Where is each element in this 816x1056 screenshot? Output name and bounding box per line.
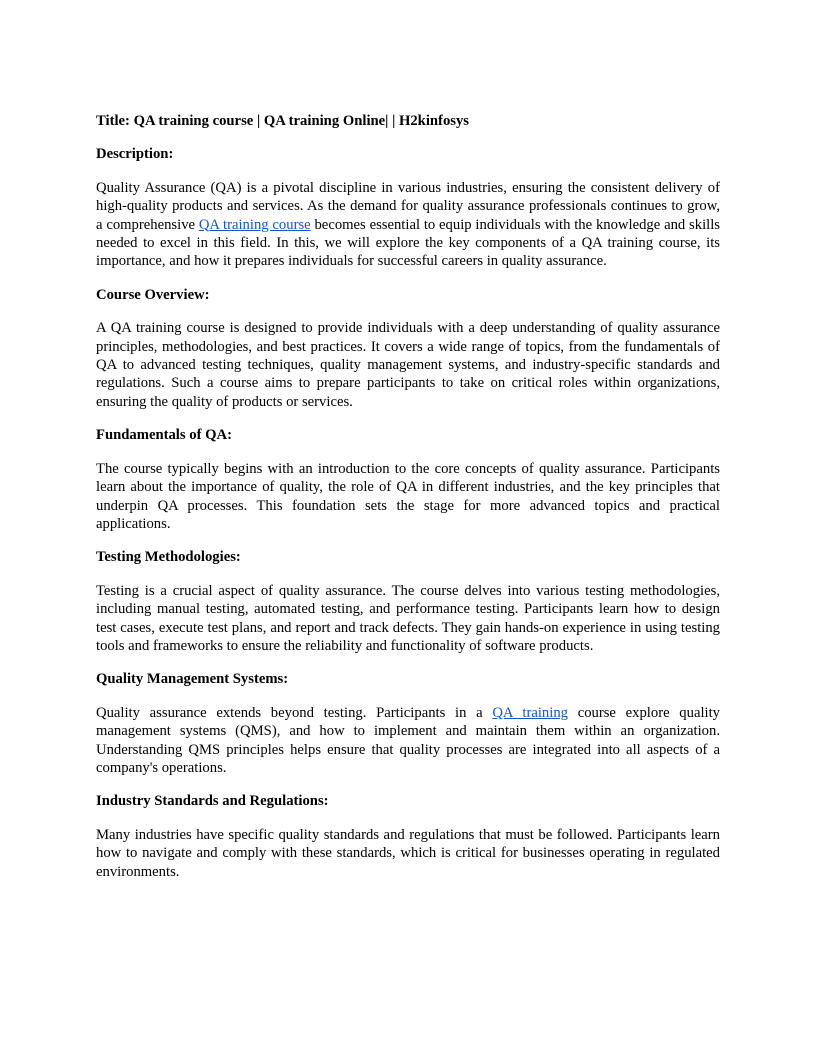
course-overview-paragraph: A QA training course is designed to provide individuals with a deep understanding of quality assurance principles, methodologies, and best practices. It covers a wide range of topics, from the fundamentals of QA to advanced testing techniques, quality management systems, and industry-specific standards and regulations. Such a course aims to prepare participants to take on critical roles within organizations, ensuring the quality of products or services. <box>96 320 720 410</box>
qa-training-course-link[interactable]: QA training course <box>198 216 311 233</box>
fundamentals-paragraph: The course typically begins with an introduction to the core concepts of quality assurance. Participants learn about the importance of quality, the role of QA in different industries, and the key principles that underpin QA processes. This foundation sets the stage for more advanced topics and practical applications. <box>96 460 720 532</box>
qms-text-after-link: course explore quality management systems (QMS), and how to implement and maintain them within an organization. Understanding QMS principles helps ensure that quality processes are integrated into all aspects of a company's operations. <box>96 704 720 776</box>
quality-management-heading: Quality Management Systems: <box>96 671 289 688</box>
course-overview-heading: Course Overview: <box>96 286 210 303</box>
qa-training-link[interactable]: QA training <box>492 704 568 721</box>
description-heading: Description: <box>96 146 174 163</box>
industry-standards-heading: Industry Standards and Regulations: <box>96 793 329 810</box>
intro-text-before-link: Quality Assurance (QA) is a pivotal discipline in various industries, ensuring the consistent delivery of high-quality products and services. As the demand for quality assurance professionals continues to grow, a comprehensive <box>96 179 720 233</box>
document-title: Title: QA training course | QA training Online| | H2kinfosys <box>96 113 470 129</box>
fundamentals-heading: Fundamentals of QA: <box>96 427 232 444</box>
testing-methodologies-paragraph: Testing is a crucial aspect of quality assurance. The course delves into various testing methodologies, including manual testing, automated testing, and performance testing. Participants learn how to design test cases, execute test plans, and report and track defects. They gain hands-on experience in using testing tools and frameworks to ensure the reliability and functionality of software products. <box>96 582 720 654</box>
testing-methodologies-heading: Testing Methodologies: <box>96 549 241 566</box>
intro-paragraph <box>96 179 720 271</box>
intro-text-after-link: becomes essential to equip individuals with the knowledge and skills needed to excel in this field. In this, we will explore the key components of a QA training course, its importance, and how it prepares individuals for successful careers in quality assurance. <box>96 216 720 270</box>
industry-standards-paragraph: Many industries have specific quality standards and regulations that must be followed. Participants learn how to navigate and comply with these standards, which is critical for businesses operating in regulated environments. <box>96 826 720 880</box>
quality-management-paragraph <box>96 704 720 778</box>
qms-text-before-link: Quality assurance extends beyond testing. Participants in a <box>96 704 493 721</box>
document-page <box>96 112 720 896</box>
